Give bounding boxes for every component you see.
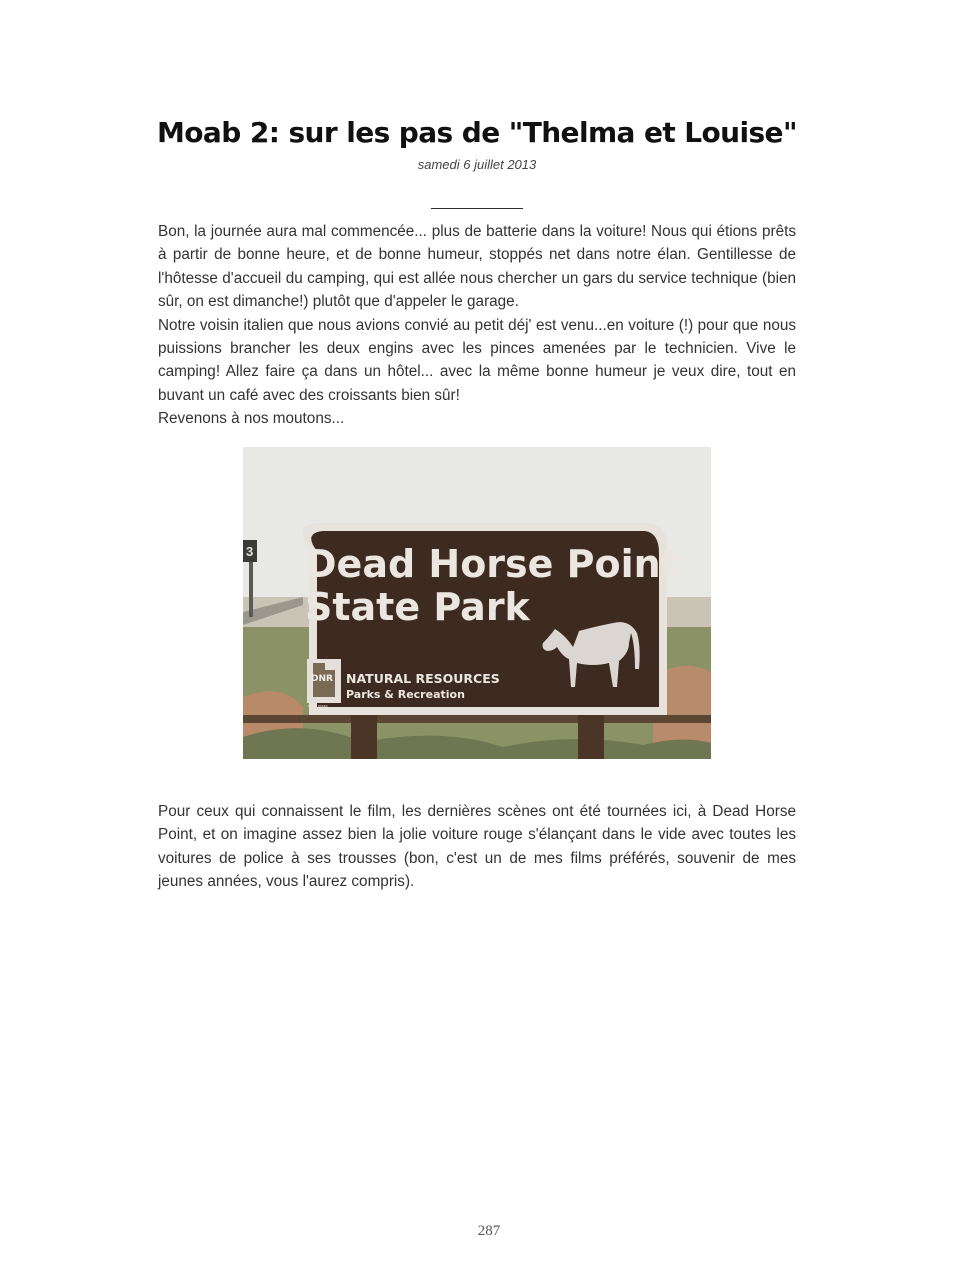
dnr-logo-text: DNR [311,674,333,684]
dnr-logo-subtext: STATE PARKS [308,704,328,708]
agency-line2: Parks & Recreation [346,688,465,701]
agency-line1: NATURAL RESOURCES [346,671,500,686]
intro-text [158,220,796,431]
paragraph-battery: Bon, la journée aura mal commencée... plus de batterie dans la voiture! Nous qui étions prêts à partir de bonne heure, et de bonne humeur, stoppés net dans notre élan. Gentillesse de l'hôtesse d'accueil du camping, qui est allée nous chercher un gars du service technique (bien sûr, on est dimanche!) plutôt que d'appeler le garage. [158,223,796,311]
paragraph-film: Pour ceux qui connaissent le film, les dernières scènes ont été tournées ici, à Dead Horse Point, et on imagine assez bien la jolie voiture rouge s'élançant dans le vide avec toutes les voitures de police à ses trousses (bon, c'est un de mes films préférés, souvenir de mes jeunes années, vous l'aurez compris). [158,803,796,891]
roadside-sign-text: 3 [246,544,254,559]
paragraph-moutons: Revenons à nos moutons... [158,410,345,428]
post-title: Moab 2: sur les pas de "Thelma et Louise" [157,116,797,149]
park-sign-photo [243,447,711,759]
paragraph-neighbor: Notre voisin italien que nous avions convié au petit déj' est venu...en voiture (!) pour que nous puissions brancher les deux engins avec les pinces amenées par le technicien. Vive le camping! Allez faire ça dans un hôtel... avec la même bonne humeur je veux dire, tout en buvant un café avec des croissants bien sûr! [158,316,796,404]
sign-title-line2: State Park [305,585,530,629]
sign-title-line1: Dead Horse Point [305,542,679,586]
roadside-sign-post [249,557,253,617]
post-date: samedi 6 juillet 2013 [417,157,537,172]
film-text [158,800,796,894]
page-number: 287 [477,1223,501,1239]
title-separator: ___________ [431,193,523,210]
fence-rail [243,715,711,723]
